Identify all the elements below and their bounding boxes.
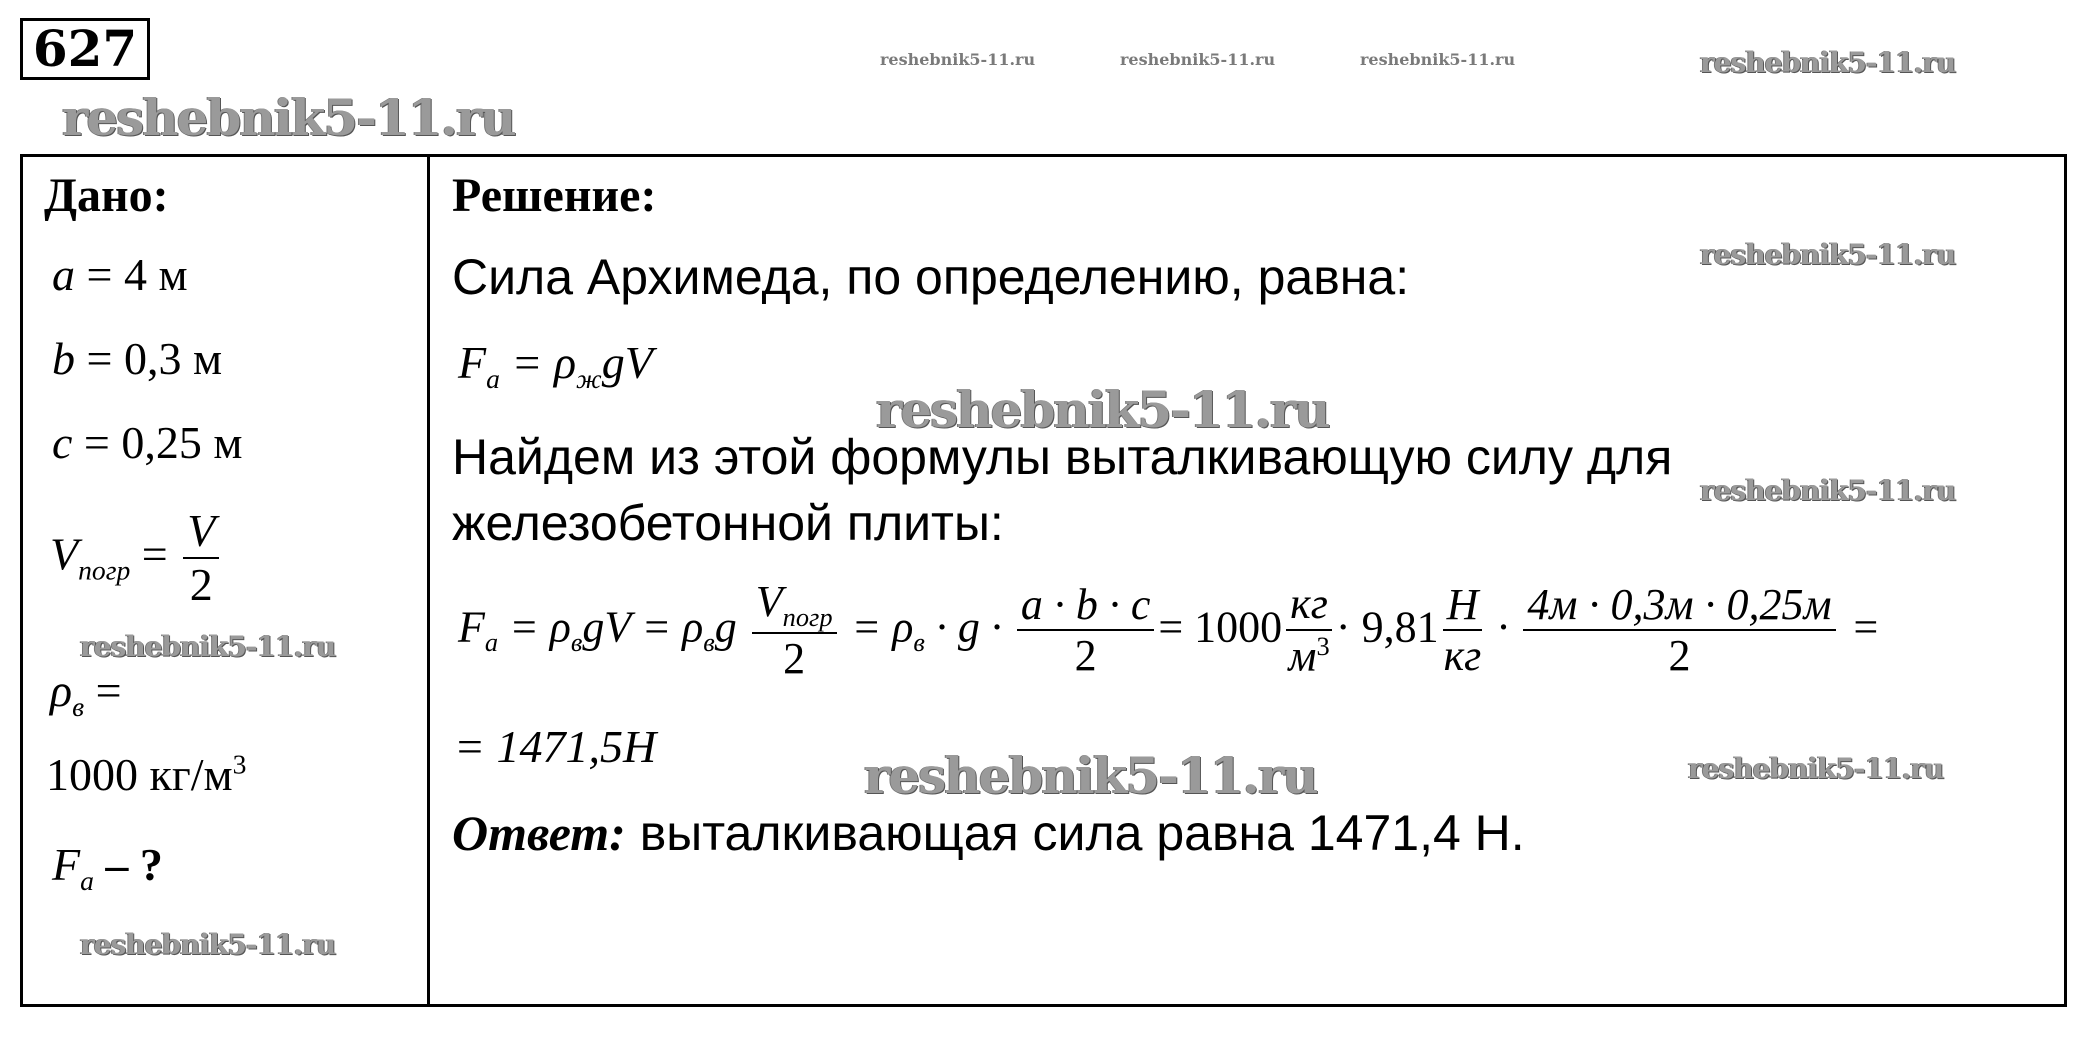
f2-frac5-den: 2 (1668, 631, 1691, 681)
given-v-eq: = (141, 528, 168, 580)
given-v (50, 506, 223, 611)
watermark-given-2: reshebnik5-11.ru (80, 928, 336, 961)
f2-frac-numbers (1523, 581, 1835, 682)
watermark-given-1: reshebnik5-11.ru (80, 630, 336, 663)
given-find (52, 838, 163, 897)
f2-p2sub: в (703, 627, 715, 658)
given-v-var: V (50, 528, 79, 580)
formula-archimedes (458, 336, 653, 395)
f1-rest: gV (601, 337, 653, 388)
watermark-solution-4: reshebnik5-11.ru (1688, 752, 1944, 785)
given-a-value: = 4 м (86, 249, 188, 300)
f2-Fsub: a (484, 627, 499, 658)
given-rho-eq: = (95, 665, 122, 716)
given-b (52, 332, 222, 385)
f2-p5: · g · (935, 602, 1002, 652)
given-b-value: = 0,3 м (86, 333, 223, 384)
f2-p1sub: в (570, 627, 583, 658)
f1-Fsub: a (486, 363, 500, 395)
f2-frac2-num: a · b · c (1017, 581, 1155, 631)
f2-p1: = ρ (509, 602, 571, 652)
answer-text: выталкивающая сила равна 1471,4 Н. (625, 805, 1525, 861)
f2-p9: = (1850, 602, 1881, 652)
answer-label: Ответ: (452, 805, 626, 861)
watermark-small-1: reshebnik5-11.ru (880, 50, 1036, 69)
formula-main (458, 578, 1880, 684)
f2-frac-abc (1017, 581, 1155, 682)
f2-frac-v (752, 578, 837, 684)
f2-frac3-num: кг (1286, 580, 1332, 630)
f2-frac5-num: 4м · 0,3м · 0,25м (1523, 581, 1835, 631)
f2-frac2-den: 2 (1074, 631, 1097, 681)
watermark-top-right: reshebnik5-11.ru (1700, 46, 1956, 79)
given-find-var: F (52, 839, 81, 890)
watermark-logo: reshebnik5-11.ru (62, 88, 515, 147)
f1-eq: = ρ (511, 337, 577, 388)
f2-F: F (458, 602, 485, 652)
f2-p8: · (1497, 602, 1509, 652)
given-rho-value (46, 748, 246, 801)
given-c (52, 416, 242, 469)
f2-frac3-den: м (1288, 631, 1317, 681)
f2-p2: gV = ρ (582, 602, 704, 652)
problem-number: 627 (20, 18, 150, 80)
given-a-var: a (52, 249, 75, 300)
f2-frac1-numsub: погр (782, 601, 833, 632)
f2-p3: g (714, 602, 737, 652)
f2-p6: = 1000 (1158, 602, 1283, 652)
given-v-fraction (183, 506, 219, 611)
given-rho-sub: в (72, 691, 85, 723)
watermark-solution-1: reshebnik5-11.ru (1700, 238, 1956, 271)
f2-p4: = ρ (851, 602, 914, 652)
solution-heading: Решение: (452, 169, 657, 222)
given-rho (50, 664, 122, 723)
f2-frac1-den: 2 (783, 633, 806, 683)
f2-frac4-num: Н (1443, 581, 1483, 631)
f1-rhosub: ж (576, 363, 602, 395)
given-find-text: – ? (105, 839, 163, 890)
solution-line1: Сила Архимеда, по определению, равна: (452, 249, 1410, 305)
given-rho-var: ρ (50, 665, 73, 716)
given-b-var: b (52, 333, 75, 384)
given-v-den: 2 (189, 558, 213, 610)
given-c-var: c (52, 417, 73, 468)
watermark-solution-2: reshebnik5-11.ru (1700, 474, 1956, 507)
given-v-sub: погр (78, 554, 131, 586)
given-rho-number: 1000 кг/м (46, 749, 233, 800)
f2-frac4-den: кг (1443, 631, 1482, 681)
f2-frac3-exp: 3 (1316, 630, 1330, 661)
f2-frac1-num: V (755, 577, 783, 626)
given-heading: Дано: (44, 169, 169, 222)
answer-line (452, 804, 1525, 862)
given-c-value: = 0,25 м (83, 417, 243, 468)
f2-p4sub: в (913, 627, 925, 658)
f2-p7: · 9,81 (1335, 602, 1439, 652)
formula-result: = 1471,5Н (454, 721, 657, 772)
given-find-sub: a (80, 865, 94, 897)
watermark-small-3: reshebnik5-11.ru (1360, 50, 1516, 69)
given-v-num: V (183, 506, 219, 559)
f1-F: F (458, 337, 487, 388)
given-rho-exp: 3 (232, 748, 247, 780)
solution-line2: Найдем из этой формулы выталкивающую силу для (452, 429, 1673, 485)
column-divider (427, 154, 430, 1007)
watermark-small-2: reshebnik5-11.ru (1120, 50, 1276, 69)
f2-frac-nkg (1443, 581, 1483, 682)
watermark-solution-center: reshebnik5-11.ru (876, 380, 1329, 439)
given-a (52, 248, 188, 301)
solution-line3: железобетонной плиты: (452, 495, 1004, 551)
f2-frac-kgm3 (1286, 580, 1332, 682)
watermark-solution-3: reshebnik5-11.ru (864, 746, 1317, 805)
